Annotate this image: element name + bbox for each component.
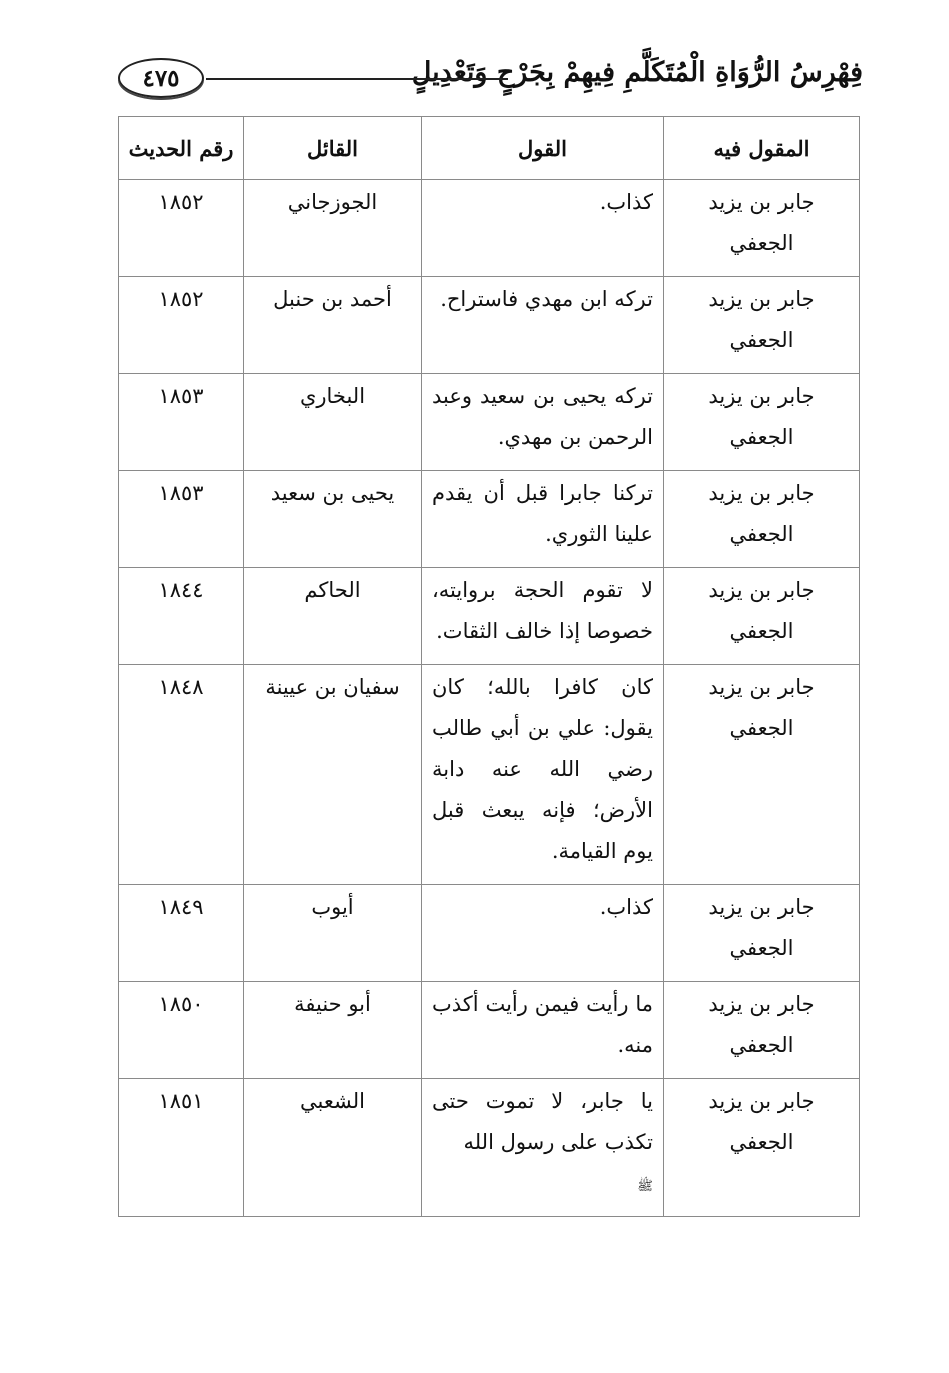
cell-speaker: يحيى بن سعيد (244, 471, 422, 568)
cell-saying: لا تقوم الحجة بروايته، خصوصا إذا خالف الثقات. (422, 568, 664, 665)
cell-speaker: الجوزجاني (244, 180, 422, 277)
cell-saying: تركه ابن مهدي فاستراح. (422, 277, 664, 374)
table-row (119, 885, 860, 982)
table-row (119, 277, 860, 374)
table-row (119, 568, 860, 665)
cell-hadith-number: ١٨٥٠ (119, 982, 244, 1079)
narrators-index-table (118, 116, 860, 1217)
cell-hadith-number: ١٨٤٨ (119, 665, 244, 885)
cell-hadith-number: ١٨٥٢ (119, 277, 244, 374)
column-header-speaker: القائل (244, 117, 422, 180)
cell-subject: جابر بن يزيد الجعفي (664, 374, 860, 471)
header-rule (206, 78, 508, 80)
cell-speaker: أبو حنيفة (244, 982, 422, 1079)
cell-hadith-number: ١٨٥٣ (119, 374, 244, 471)
page-number-badge: ٤٧٥ (118, 58, 204, 98)
saying-text: يا جابر، لا تموت حتى تكذب على رسول الله (432, 1089, 653, 1154)
table-row (119, 1079, 860, 1217)
cell-hadith-number: ١٨٤٤ (119, 568, 244, 665)
cell-saying: ما رأيت فيمن رأيت أكذب منه. (422, 982, 664, 1079)
cell-saying: كذاب. (422, 180, 664, 277)
cell-saying: كذاب. (422, 885, 664, 982)
cell-speaker: سفيان بن عيينة (244, 665, 422, 885)
cell-subject: جابر بن يزيد الجعفي (664, 1079, 860, 1217)
cell-speaker: الحاكم (244, 568, 422, 665)
table-row (119, 374, 860, 471)
table-header-row (119, 117, 860, 180)
cell-saying: تركه يحيى بن سعيد وعبد الرحمن بن مهدي. (422, 374, 664, 471)
cell-speaker: أيوب (244, 885, 422, 982)
cell-hadith-number: ١٨٥٢ (119, 180, 244, 277)
cell-subject: جابر بن يزيد الجعفي (664, 982, 860, 1079)
cell-hadith-number: ١٨٥١ (119, 1079, 244, 1217)
cell-subject: جابر بن يزيد الجعفي (664, 885, 860, 982)
cell-speaker: الشعبي (244, 1079, 422, 1217)
cell-hadith-number: ١٨٤٩ (119, 885, 244, 982)
index-title: فِهْرِسُ الرُّوَاةِ الْمُتَكَلَّمِ فِيهِمْ بِجَرْحٍ وَتَعْدِيلٍ (411, 57, 863, 88)
table-row (119, 180, 860, 277)
cell-subject: جابر بن يزيد الجعفي (664, 471, 860, 568)
cell-speaker: أحمد بن حنبل (244, 277, 422, 374)
cell-subject: جابر بن يزيد الجعفي (664, 568, 860, 665)
cell-subject: جابر بن يزيد الجعفي (664, 665, 860, 885)
column-header-saying: القول (422, 117, 664, 180)
cell-subject: جابر بن يزيد الجعفي (664, 180, 860, 277)
column-header-subject: المقول فيه (664, 117, 860, 180)
page-header (118, 48, 863, 104)
cell-hadith-number: ١٨٥٣ (119, 471, 244, 568)
salawat-honorific: ﷺ (637, 1179, 653, 1194)
table-row (119, 471, 860, 568)
column-header-hadith-number: رقم الحديث (119, 117, 244, 180)
cell-saying: تركنا جابرا قبل أن يقدم علينا الثوري. (422, 471, 664, 568)
table-row (119, 665, 860, 885)
cell-subject: جابر بن يزيد الجعفي (664, 277, 860, 374)
cell-saying: كان كافرا بالله؛ كان يقول: علي بن أبي طالب رضي الله عنه دابة الأرض؛ فإنه يبعث قبل يوم القيامة. (422, 665, 664, 885)
table-row (119, 982, 860, 1079)
cell-speaker: البخاري (244, 374, 422, 471)
cell-saying (422, 1079, 664, 1217)
